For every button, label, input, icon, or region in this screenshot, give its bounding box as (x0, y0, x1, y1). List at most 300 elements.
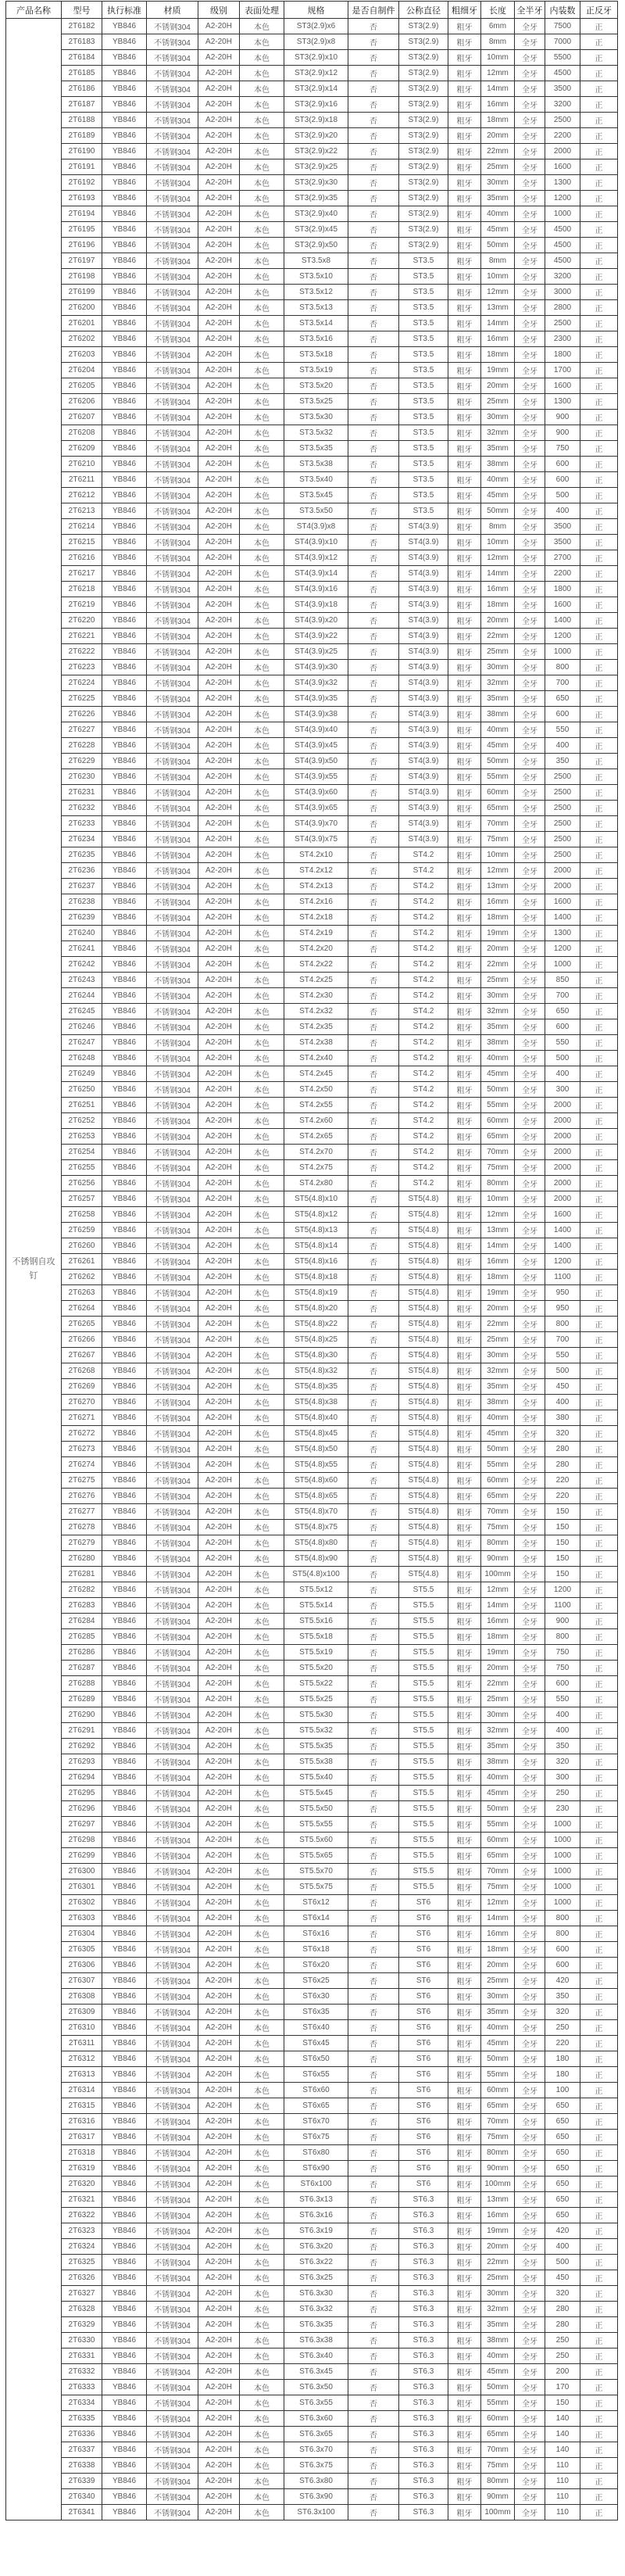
cell-qty: 320 (545, 1754, 580, 1770)
cell-material: 不锈钢304 (147, 1019, 198, 1035)
table-row (6, 2505, 618, 2520)
cell-thread-coverage: 全牙 (515, 988, 545, 1004)
cell-diameter: ST6 (399, 1942, 448, 1958)
cell-grade: A2-20H (198, 1004, 240, 1019)
cell-thread-coverage: 全牙 (515, 2380, 545, 2395)
cell-diameter: ST4.2 (399, 1160, 448, 1176)
cell-thread-pitch: 粗牙 (448, 1801, 481, 1817)
cell-thread-pitch: 粗牙 (448, 1520, 481, 1535)
cell-standard: YB846 (102, 738, 147, 754)
cell-thread-pitch: 粗牙 (448, 1582, 481, 1598)
cell-spec: ST5(4.8)x65 (284, 1489, 348, 1504)
cell-finish: 本色 (240, 503, 284, 519)
cell-model: 2T6207 (62, 410, 102, 425)
table-row (6, 1942, 618, 1958)
table-row (6, 1035, 618, 1051)
table-row (6, 2411, 618, 2427)
cell-thread-direction: 正 (580, 816, 618, 832)
cell-spec: ST6x60 (284, 2083, 348, 2098)
cell-grade: A2-20H (198, 957, 240, 973)
cell-length: 14mm (481, 566, 515, 582)
cell-finish: 本色 (240, 535, 284, 550)
cell-qty: 650 (545, 2208, 580, 2223)
cell-spec: ST4.2x35 (284, 1019, 348, 1035)
cell-diameter: ST6.3 (399, 2333, 448, 2348)
cell-model: 2T6265 (62, 1317, 102, 1332)
cell-material: 不锈钢304 (147, 1504, 198, 1520)
cell-qty: 700 (545, 988, 580, 1004)
cell-standard: YB846 (102, 1551, 147, 1567)
cell-diameter: ST3.5 (399, 425, 448, 441)
cell-self-made: 否 (348, 1739, 399, 1754)
cell-model: 2T6232 (62, 801, 102, 816)
cell-thread-direction: 正 (580, 1723, 618, 1739)
cell-qty: 250 (545, 2348, 580, 2364)
cell-model: 2T6305 (62, 1942, 102, 1958)
cell-thread-pitch: 粗牙 (448, 2083, 481, 2098)
cell-spec: ST4.2x60 (284, 1113, 348, 1129)
cell-thread-coverage: 全牙 (515, 1129, 545, 1145)
cell-qty: 600 (545, 1019, 580, 1035)
cell-qty: 1300 (545, 394, 580, 410)
cell-standard: YB846 (102, 1676, 147, 1692)
cell-qty: 5500 (545, 50, 580, 66)
cell-standard: YB846 (102, 457, 147, 472)
table-row (6, 2364, 618, 2380)
cell-diameter: ST3.5 (399, 347, 448, 363)
cell-standard: YB846 (102, 34, 147, 50)
cell-grade: A2-20H (198, 2067, 240, 2083)
cell-model: 2T6270 (62, 1395, 102, 1410)
cell-standard: YB846 (102, 175, 147, 191)
cell-thread-pitch: 粗牙 (448, 988, 481, 1004)
cell-self-made: 否 (348, 894, 399, 910)
cell-standard: YB846 (102, 2317, 147, 2333)
cell-material: 不锈钢304 (147, 2051, 198, 2067)
cell-qty: 800 (545, 1911, 580, 1926)
cell-self-made: 否 (348, 519, 399, 535)
cell-self-made: 否 (348, 738, 399, 754)
cell-diameter: ST3(2.9) (399, 66, 448, 81)
cell-material: 不锈钢304 (147, 535, 198, 550)
cell-self-made: 否 (348, 660, 399, 675)
cell-grade: A2-20H (198, 1629, 240, 1645)
cell-thread-coverage: 全牙 (515, 1629, 545, 1645)
cell-material: 不锈钢304 (147, 1363, 198, 1379)
table-row (6, 597, 618, 613)
cell-thread-pitch: 粗牙 (448, 2145, 481, 2161)
cell-length: 65mm (481, 801, 515, 816)
cell-spec: ST6.3x100 (284, 2505, 348, 2520)
cell-diameter: ST5(4.8) (399, 1301, 448, 1317)
cell-diameter: ST3(2.9) (399, 222, 448, 238)
cell-model: 2T6294 (62, 1770, 102, 1786)
cell-diameter: ST5.5 (399, 1707, 448, 1723)
col-header-self-made: 是否自制件 (348, 2, 399, 19)
cell-material: 不锈钢304 (147, 81, 198, 97)
cell-thread-direction: 正 (580, 1207, 618, 1223)
cell-thread-coverage: 全牙 (515, 1567, 545, 1582)
cell-material: 不锈钢304 (147, 113, 198, 128)
cell-diameter: ST6.3 (399, 2380, 448, 2395)
table-row (6, 472, 618, 488)
cell-thread-coverage: 全牙 (515, 144, 545, 159)
table-row (6, 378, 618, 394)
cell-thread-pitch: 粗牙 (448, 1395, 481, 1410)
cell-standard: YB846 (102, 1051, 147, 1066)
cell-finish: 本色 (240, 2302, 284, 2317)
cell-self-made: 否 (348, 2130, 399, 2145)
cell-spec: ST3(2.9)x40 (284, 206, 348, 222)
cell-material: 不锈钢304 (147, 1082, 198, 1098)
cell-diameter: ST5.5 (399, 1770, 448, 1786)
cell-self-made: 否 (348, 2270, 399, 2286)
cell-spec: ST5.5x40 (284, 1770, 348, 1786)
table-row (6, 2223, 618, 2239)
cell-thread-pitch: 粗牙 (448, 801, 481, 816)
cell-finish: 本色 (240, 1035, 284, 1051)
cell-spec: ST4.2x70 (284, 1145, 348, 1160)
cell-material: 不锈钢304 (147, 2380, 198, 2395)
cell-model: 2T6256 (62, 1176, 102, 1191)
cell-spec: ST5(4.8)x45 (284, 1426, 348, 1442)
table-row (6, 1051, 618, 1066)
table-row (6, 113, 618, 128)
cell-material: 不锈钢304 (147, 785, 198, 801)
cell-length: 45mm (481, 2036, 515, 2051)
cell-diameter: ST5(4.8) (399, 1285, 448, 1301)
cell-spec: ST5.5x22 (284, 1676, 348, 1692)
cell-model: 2T6242 (62, 957, 102, 973)
cell-diameter: ST3(2.9) (399, 97, 448, 113)
cell-thread-coverage: 全牙 (515, 1113, 545, 1129)
cell-self-made: 否 (348, 1129, 399, 1145)
cell-diameter: ST6.3 (399, 2411, 448, 2427)
cell-material: 不锈钢304 (147, 66, 198, 81)
cell-thread-pitch: 粗牙 (448, 785, 481, 801)
table-row (6, 2005, 618, 2020)
cell-material: 不锈钢304 (147, 1066, 198, 1082)
cell-self-made: 否 (348, 2083, 399, 2098)
cell-thread-direction: 正 (580, 1191, 618, 1207)
table-row (6, 926, 618, 941)
cell-self-made: 否 (348, 691, 399, 707)
cell-standard: YB846 (102, 1614, 147, 1629)
cell-model: 2T6298 (62, 1833, 102, 1848)
cell-material: 不锈钢304 (147, 1129, 198, 1145)
cell-thread-pitch: 粗牙 (448, 1317, 481, 1332)
cell-grade: A2-20H (198, 1989, 240, 2005)
cell-grade: A2-20H (198, 2098, 240, 2114)
cell-qty: 850 (545, 973, 580, 988)
cell-material: 不锈钢304 (147, 2223, 198, 2239)
cell-finish: 本色 (240, 1051, 284, 1066)
table-row (6, 2083, 618, 2098)
cell-standard: YB846 (102, 1958, 147, 1973)
cell-material: 不锈钢304 (147, 2458, 198, 2474)
cell-thread-coverage: 全牙 (515, 1004, 545, 1019)
cell-material: 不锈钢304 (147, 1223, 198, 1238)
table-row (6, 19, 618, 34)
cell-diameter: ST5(4.8) (399, 1191, 448, 1207)
cell-grade: A2-20H (198, 316, 240, 331)
table-row (6, 1661, 618, 1676)
cell-diameter: ST4.2 (399, 894, 448, 910)
cell-standard: YB846 (102, 66, 147, 81)
cell-finish: 本色 (240, 941, 284, 957)
cell-grade: A2-20H (198, 238, 240, 253)
cell-diameter: ST3.5 (399, 285, 448, 300)
cell-model: 2T6190 (62, 144, 102, 159)
cell-model: 2T6300 (62, 1864, 102, 1879)
cell-thread-pitch: 粗牙 (448, 629, 481, 644)
cell-finish: 本色 (240, 582, 284, 597)
cell-length: 38mm (481, 2333, 515, 2348)
cell-thread-pitch: 粗牙 (448, 285, 481, 300)
cell-standard: YB846 (102, 2489, 147, 2505)
cell-self-made: 否 (348, 2255, 399, 2270)
cell-grade: A2-20H (198, 2458, 240, 2474)
cell-spec: ST6.3x40 (284, 2348, 348, 2364)
col-header-standard: 执行标准 (102, 2, 147, 19)
cell-thread-coverage: 全牙 (515, 738, 545, 754)
cell-length: 32mm (481, 425, 515, 441)
table-row (6, 1160, 618, 1176)
cell-qty: 550 (545, 722, 580, 738)
cell-self-made: 否 (348, 1285, 399, 1301)
cell-thread-direction: 正 (580, 253, 618, 269)
cell-thread-coverage: 全牙 (515, 1207, 545, 1223)
cell-length: 70mm (481, 2114, 515, 2130)
cell-length: 100mm (481, 1567, 515, 1582)
cell-model: 2T6278 (62, 1520, 102, 1535)
cell-model: 2T6293 (62, 1754, 102, 1770)
cell-diameter: ST6 (399, 1895, 448, 1911)
cell-length: 40mm (481, 722, 515, 738)
cell-grade: A2-20H (198, 378, 240, 394)
cell-material: 不锈钢304 (147, 1098, 198, 1113)
cell-qty: 2500 (545, 769, 580, 785)
cell-standard: YB846 (102, 910, 147, 926)
cell-self-made: 否 (348, 66, 399, 81)
cell-standard: YB846 (102, 535, 147, 550)
cell-thread-pitch: 粗牙 (448, 691, 481, 707)
cell-standard: YB846 (102, 2223, 147, 2239)
cell-thread-pitch: 粗牙 (448, 582, 481, 597)
col-header-diameter: 公称直径 (399, 2, 448, 19)
cell-thread-coverage: 全牙 (515, 2036, 545, 2051)
table-row (6, 1707, 618, 1723)
cell-model: 2T6327 (62, 2286, 102, 2302)
cell-thread-direction: 正 (580, 1363, 618, 1379)
cell-thread-direction: 正 (580, 300, 618, 316)
cell-material: 不锈钢304 (147, 503, 198, 519)
cell-standard: YB846 (102, 425, 147, 441)
cell-diameter: ST3.5 (399, 378, 448, 394)
col-header-product-name: 产品名称 (6, 2, 62, 19)
cell-self-made: 否 (348, 363, 399, 378)
cell-qty: 280 (545, 1442, 580, 1457)
cell-model: 2T6334 (62, 2395, 102, 2411)
cell-diameter: ST5.5 (399, 1786, 448, 1801)
cell-diameter: ST4.2 (399, 1051, 448, 1066)
cell-qty: 1200 (545, 1582, 580, 1598)
cell-material: 不锈钢304 (147, 441, 198, 457)
cell-model: 2T6241 (62, 941, 102, 957)
cell-thread-direction: 正 (580, 879, 618, 894)
cell-thread-direction: 正 (580, 1504, 618, 1520)
cell-model: 2T6319 (62, 2161, 102, 2177)
cell-standard: YB846 (102, 128, 147, 144)
cell-finish: 本色 (240, 1332, 284, 1348)
cell-spec: ST5.5x16 (284, 1614, 348, 1629)
cell-spec: ST4(3.9)x65 (284, 801, 348, 816)
table-row (6, 1723, 618, 1739)
cell-diameter: ST5(4.8) (399, 1473, 448, 1489)
cell-self-made: 否 (348, 2302, 399, 2317)
cell-model: 2T6218 (62, 582, 102, 597)
cell-standard: YB846 (102, 1098, 147, 1113)
cell-thread-direction: 正 (580, 66, 618, 81)
cell-qty: 220 (545, 1473, 580, 1489)
cell-standard: YB846 (102, 550, 147, 566)
cell-material: 不锈钢304 (147, 926, 198, 941)
cell-material: 不锈钢304 (147, 2098, 198, 2114)
cell-material: 不锈钢304 (147, 2005, 198, 2020)
cell-finish: 本色 (240, 675, 284, 691)
cell-length: 70mm (481, 1864, 515, 1879)
cell-model: 2T6230 (62, 769, 102, 785)
cell-thread-pitch: 粗牙 (448, 1645, 481, 1661)
cell-thread-coverage: 全牙 (515, 2395, 545, 2411)
cell-thread-direction: 正 (580, 1926, 618, 1942)
cell-length: 8mm (481, 253, 515, 269)
table-row (6, 2270, 618, 2286)
cell-length: 80mm (481, 1176, 515, 1191)
cell-model: 2T6340 (62, 2489, 102, 2505)
cell-grade: A2-20H (198, 550, 240, 566)
cell-finish: 本色 (240, 347, 284, 363)
cell-self-made: 否 (348, 457, 399, 472)
cell-length: 35mm (481, 441, 515, 457)
cell-length: 18mm (481, 113, 515, 128)
cell-spec: ST3.5x45 (284, 488, 348, 503)
cell-length: 18mm (481, 910, 515, 926)
cell-thread-pitch: 粗牙 (448, 1973, 481, 1989)
cell-qty: 800 (545, 660, 580, 675)
cell-spec: ST4(3.9)x70 (284, 816, 348, 832)
cell-grade: A2-20H (198, 1504, 240, 1520)
cell-qty: 1800 (545, 582, 580, 597)
cell-self-made: 否 (348, 238, 399, 253)
table-row (6, 847, 618, 863)
cell-length: 40mm (481, 1410, 515, 1426)
cell-qty: 250 (545, 2333, 580, 2348)
cell-thread-pitch: 粗牙 (448, 425, 481, 441)
cell-thread-pitch: 粗牙 (448, 660, 481, 675)
cell-spec: ST6x55 (284, 2067, 348, 2083)
cell-thread-pitch: 粗牙 (448, 1129, 481, 1145)
cell-diameter: ST4(3.9) (399, 535, 448, 550)
cell-qty: 3000 (545, 285, 580, 300)
cell-material: 不锈钢304 (147, 1723, 198, 1739)
cell-finish: 本色 (240, 2083, 284, 2098)
table-row (6, 347, 618, 363)
cell-material: 不锈钢304 (147, 1317, 198, 1332)
cell-spec: ST5(4.8)x19 (284, 1285, 348, 1301)
table-row (6, 2192, 618, 2208)
cell-self-made: 否 (348, 2098, 399, 2114)
cell-thread-coverage: 全牙 (515, 2114, 545, 2130)
table-row (6, 1958, 618, 1973)
cell-model: 2T6303 (62, 1911, 102, 1926)
cell-qty: 600 (545, 1942, 580, 1958)
cell-material: 不锈钢304 (147, 1379, 198, 1395)
table-row (6, 2489, 618, 2505)
table-row (6, 988, 618, 1004)
cell-diameter: ST6.3 (399, 2489, 448, 2505)
cell-thread-pitch: 粗牙 (448, 738, 481, 754)
header-row (6, 2, 618, 19)
cell-length: 12mm (481, 1207, 515, 1223)
cell-finish: 本色 (240, 1661, 284, 1676)
cell-material: 不锈钢304 (147, 50, 198, 66)
cell-standard: YB846 (102, 582, 147, 597)
cell-thread-coverage: 全牙 (515, 2255, 545, 2270)
cell-thread-pitch: 粗牙 (448, 1879, 481, 1895)
cell-standard: YB846 (102, 488, 147, 503)
cell-standard: YB846 (102, 253, 147, 269)
cell-length: 25mm (481, 394, 515, 410)
table-row (6, 2442, 618, 2458)
cell-thread-coverage: 全牙 (515, 1754, 545, 1770)
cell-thread-pitch: 粗牙 (448, 1614, 481, 1629)
cell-grade: A2-20H (198, 1238, 240, 1254)
table-row (6, 2302, 618, 2317)
col-header-thread-direction: 正反牙 (580, 2, 618, 19)
cell-thread-direction: 正 (580, 2208, 618, 2223)
cell-material: 不锈钢304 (147, 1160, 198, 1176)
cell-spec: ST4(3.9)x20 (284, 613, 348, 629)
cell-thread-direction: 正 (580, 1176, 618, 1191)
cell-self-made: 否 (348, 2458, 399, 2474)
cell-thread-direction: 正 (580, 550, 618, 566)
cell-material: 不锈钢304 (147, 378, 198, 394)
cell-thread-coverage: 全牙 (515, 1895, 545, 1911)
cell-material: 不锈钢304 (147, 691, 198, 707)
cell-thread-coverage: 全牙 (515, 1786, 545, 1801)
cell-length: 45mm (481, 488, 515, 503)
cell-thread-direction: 正 (580, 1661, 618, 1676)
cell-model: 2T6184 (62, 50, 102, 66)
cell-material: 不锈钢304 (147, 1145, 198, 1160)
cell-model: 2T6233 (62, 816, 102, 832)
cell-diameter: ST6.3 (399, 2192, 448, 2208)
cell-finish: 本色 (240, 1801, 284, 1817)
cell-grade: A2-20H (198, 441, 240, 457)
cell-self-made: 否 (348, 550, 399, 566)
cell-grade: A2-20H (198, 769, 240, 785)
cell-material: 不锈钢304 (147, 1770, 198, 1786)
cell-standard: YB846 (102, 785, 147, 801)
cell-qty: 800 (545, 1317, 580, 1332)
cell-diameter: ST5(4.8) (399, 1442, 448, 1457)
cell-standard: YB846 (102, 206, 147, 222)
table-row (6, 879, 618, 894)
cell-material: 不锈钢304 (147, 2161, 198, 2177)
cell-thread-coverage: 全牙 (515, 1410, 545, 1426)
cell-material: 不锈钢304 (147, 206, 198, 222)
